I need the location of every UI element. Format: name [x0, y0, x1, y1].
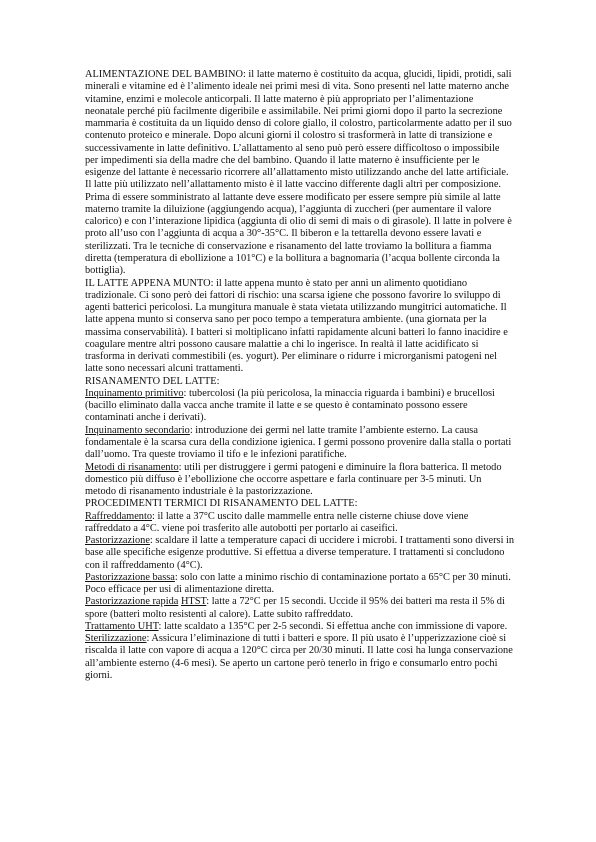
- paragraph: [85, 462, 515, 499]
- paragraph: [85, 498, 515, 510]
- underlined-term: Inquinamento primitivo: [85, 387, 184, 399]
- underlined-term: Pastorizzazione bassa: [85, 571, 175, 583]
- paragraph: [85, 511, 515, 536]
- text-run: : introduzione dei germi nel latte tramite l’ambiente esterno. La causa fondamentale è la scarsa cura della condizione igienica. I germi possono provenire dalla stalla o portati dall’uomo. Tra queste troviamo il tifo e le infezioni paratifiche.: [85, 424, 512, 461]
- underlined-term: HTST: [180, 596, 207, 608]
- text-run: IL LATTE APPENA MUNTO: il latte appena munto è stato per anni un alimento quotidiano tradizionale. Ci sono però dei fattori di rischio: una scarsa igiene che possono favorire lo sviluppo di agenti batterici pericolosi. La mungitura manuale è stata vietata utilizzando mungitrici automatiche. Il latte appena munto si conserva sano per poco tempo a temperatura ambiente. (una giornata per la massima conservabilità). I batteri si moltiplicano infatti rapidamente alcuni batteri lo fanno inacidire e coagulare mentre altri possono causare malattie a chi lo ingerisce. In realtà il latte acidificato si trasforma in derivati commestibili (es. yogurt). Per eliminare o ridurre i microrganismi patogeni nel latte sono necessari alcuni trattamenti.: [85, 277, 508, 375]
- text-run: ALIMENTAZIONE DEL BAMBINO: il latte materno è costituito da acqua, glucidi, lipidi, protidi, sali minerali e vitamine ed è l’alimento ideale nei primi mesi di vita. Sono presenti nel latte materno anche vitamine, enzimi e molecole anticorpali. Il latte materno è più appropriato per l’alimentazione neonatale perché più facilmente digeribile e assimilabile. Nei primi giorni dopo il parto la secrezione mammaria è costituita da un liquido denso di colore giallo, il colostro, particolarmente adatto per il suo contenuto proteico e minerale. Dopo alcuni giorni il colostro si trasformerà in latte di transizione e successivamente in latte definitivo. L’allattamento al seno può però essere difficoltoso o impossibile per impedimenti sia della madre che del bambino. Quando il latte materno è insufficiente per le esigenze del lattante è necessario ricorrere all’allattamento misto utilizzando anche del latte artificiale. Il latte più utilizzato nell’allattamento misto è il latte vaccino differente dagli altri per composizione. Prima di essere somministrato al lattante deve essere modificato per essere sempre più simile al latte materno tramite la diluizione (aggiungendo acqua), l’aggiunta di zuccheri (per aumentare il valore calorico) e con l’interazione lipidica (aggiunta di olio di semi di mais o di girasole). Il latte in polvere è proto all’uso con l’aggiunta di acqua a 30°-35°C. Il biberon e la tettarella devono essere lavati e sterilizzati. Tra le tecniche di conservazione e risanamento del latte troviamo la bollitura a fiamma diretta (temperatura di ebollizione a 101°C) e la bollitura a bagnomaria (l’acqua bollente circonda la bottiglia).: [85, 69, 512, 277]
- text-run: : latte scaldato a 135°C per 2-5 secondi. Si effettua anche con immissione di vapore.: [158, 620, 508, 632]
- text-run: RISANAMENTO DEL LATTE:: [85, 375, 220, 387]
- paragraph: [85, 535, 515, 572]
- text-run: : utili per distruggere i germi patogeni e diminuire la flora batterica. Il metodo domestico più diffuso è l’ebollizione che occorre aspettare e farla continuare per 3-5 minuti. Un metodo di risanamento industriale è la pastorizzazione.: [85, 461, 502, 498]
- text-run: : il latte a 37°C uscito dalle mammelle entra nelle cisterne chiuse dove viene raffreddato a 4°C. viene poi trasferito alle autobotti per portarlo ai caseifici.: [85, 510, 469, 534]
- paragraph: [85, 69, 515, 278]
- paragraph: [85, 425, 515, 462]
- text-run: : Assicura l’eliminazione di tutti i batteri e spore. Il più usato è l’upperizzazione cioè si riscalda il latte con vapore di acqua a 120°C circa per 20/30 minuti. Il latte così ha lunga conservazione all’ambiente esterno (4-6 mesi). Se aperto un cartone però tenerlo in frigo e consumarlo entro pochi giorni.: [85, 633, 513, 682]
- underlined-term: Pastorizzazione: [85, 535, 150, 547]
- text-run: PROCEDIMENTI TERMICI DI RISANAMENTO DEL LATTE:: [85, 498, 358, 510]
- text-run: : latte a 72°C per 15 secondi. Uccide il 95% dei batteri ma resta il 5% di spore (batteri molto resistenti al calore). Latte subito raffreddato.: [85, 596, 505, 620]
- paragraph: [85, 633, 515, 682]
- text-run: : tubercolosi (la più pericolosa, la minaccia riguarda i bambini) e brucellosi (bacillo eliminato dalla vacca anche tramite il latte e se questo è contaminato possono essere contaminati anche i derivati).: [85, 387, 495, 424]
- underlined-term: Sterilizzazione: [85, 633, 147, 645]
- paragraph: [85, 278, 515, 376]
- underlined-term: Metodi di risanamento: [85, 461, 179, 473]
- paragraph: [85, 388, 515, 425]
- paragraph: [85, 621, 515, 633]
- paragraph: [85, 596, 515, 621]
- document-body: [85, 69, 515, 682]
- paragraph: [85, 572, 515, 597]
- underlined-term: Pastorizzazione rapida: [85, 596, 179, 608]
- paragraph: [85, 376, 515, 388]
- underlined-term: Raffreddamento: [85, 510, 153, 522]
- underlined-term: Inquinamento secondario: [85, 424, 190, 436]
- text-run: : scaldare il latte a temperature capaci di uccidere i microbi. I trattamenti sono diversi in base alle specifiche esigenze produttive. Si effettua a diverse temperature. I trattamenti si concludono con il raffreddamento (4°C).: [85, 535, 515, 571]
- underlined-term: Trattamento UHT: [85, 620, 159, 632]
- text-run: : solo con latte a minimo rischio di contaminazione portato a 65°C per 30 minuti. Poco efficace per usi di alimentazione diretta.: [85, 571, 511, 596]
